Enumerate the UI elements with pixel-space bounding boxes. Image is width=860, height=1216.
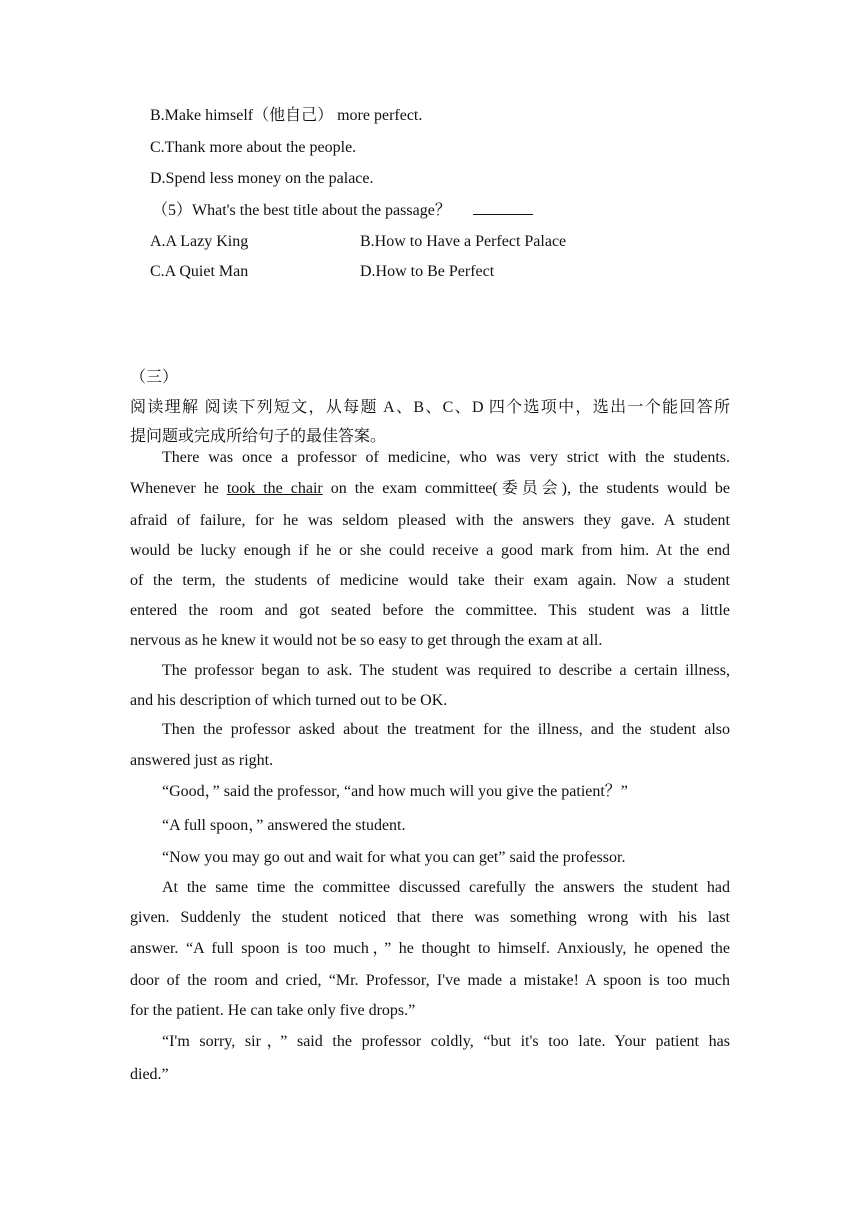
passage-p2-line1: The professor began to ask. The student was required to describe a certain illness,: [162, 662, 730, 679]
passage-p1-line2: [130, 479, 730, 499]
question-5-stem: [152, 200, 533, 221]
passage-p7-line1: At the same time the committee discussed carefully the answers the student had: [162, 879, 730, 896]
passage-p4: “Good，” said the professor, “and how much will you give the patient？”: [162, 783, 628, 800]
section-label: （三）: [130, 369, 179, 386]
section-instruction-line2: 提问题或完成所给句子的最佳答案。: [130, 428, 387, 445]
passage-p7-line2: given. Suddenly the student noticed that there was something wrong with his last: [130, 909, 730, 926]
passage-p1-line5: of the term, the students of medicine would take their exam again. Now a student: [130, 572, 730, 589]
passage-p2-line2: and his description of which turned out to be OK.: [130, 692, 448, 709]
passage-p1-line1: There was once a professor of medicine, who was very strict with the students.: [162, 449, 730, 466]
passage-p7-line3: answer. “A full spoon is too much，” he thought to himself. Anxiously, he opened the: [130, 940, 730, 957]
passage-p3-line1: Then the professor asked about the treatment for the illness, and the student also: [162, 721, 730, 738]
option-q4-b: B.Make himself（他自己） more perfect.: [150, 107, 423, 124]
passage-p7-line5: for the patient. He can take only five drops.”: [130, 1002, 416, 1019]
passage-p7-line4: door of the room and cried, “Mr. Professor, I've made a mistake! A spoon is too much: [130, 972, 730, 989]
passage-p5: “A full spoon，” answered the student.: [162, 817, 406, 834]
passage-p1-line3: afraid of failure, for he was seldom pleased with the answers they gave. A student: [130, 512, 730, 529]
passage-text: Whenever he: [130, 480, 219, 497]
passage-p1-line4: would be lucky enough if he or she could receive a good mark from him. At the end: [130, 542, 730, 559]
option-q5-d: D.How to Be Perfect: [360, 263, 495, 280]
option-q4-d: D.Spend less money on the palace.: [150, 170, 374, 187]
option-q4-c: C.Thank more about the people.: [150, 139, 357, 156]
passage-p8-line1: “I'm sorry, sir，” said the professor coldly, “but it's too late. Your patient has: [162, 1033, 730, 1050]
answer-blank: [473, 200, 533, 215]
option-q5-b: B.How to Have a Perfect Palace: [360, 233, 567, 250]
question-5-text: （5）What's the best title about the passage？: [152, 202, 451, 219]
passage-p1-line7: nervous as he knew it would not be so easy to get through the exam at all.: [130, 632, 603, 649]
passage-text: on the exam committee(委员会), the students would be: [330, 480, 731, 497]
section-instruction-line1: 阅读理解 阅读下列短文，从每题 A、B、C、D 四个选项中，选出一个能回答所: [130, 399, 730, 416]
passage-p1-line6: entered the room and got seated before the committee. This student was a little: [130, 602, 730, 619]
passage-p3-line2: answered just as right.: [130, 752, 274, 769]
option-q5-a: A.A Lazy King: [150, 233, 249, 250]
option-q5-c: C.A Quiet Man: [150, 263, 249, 280]
passage-p8-line2: died.”: [130, 1066, 169, 1083]
passage-p6: “Now you may go out and wait for what you can get” said the professor.: [162, 849, 626, 866]
underlined-phrase: took the chair: [226, 480, 323, 497]
